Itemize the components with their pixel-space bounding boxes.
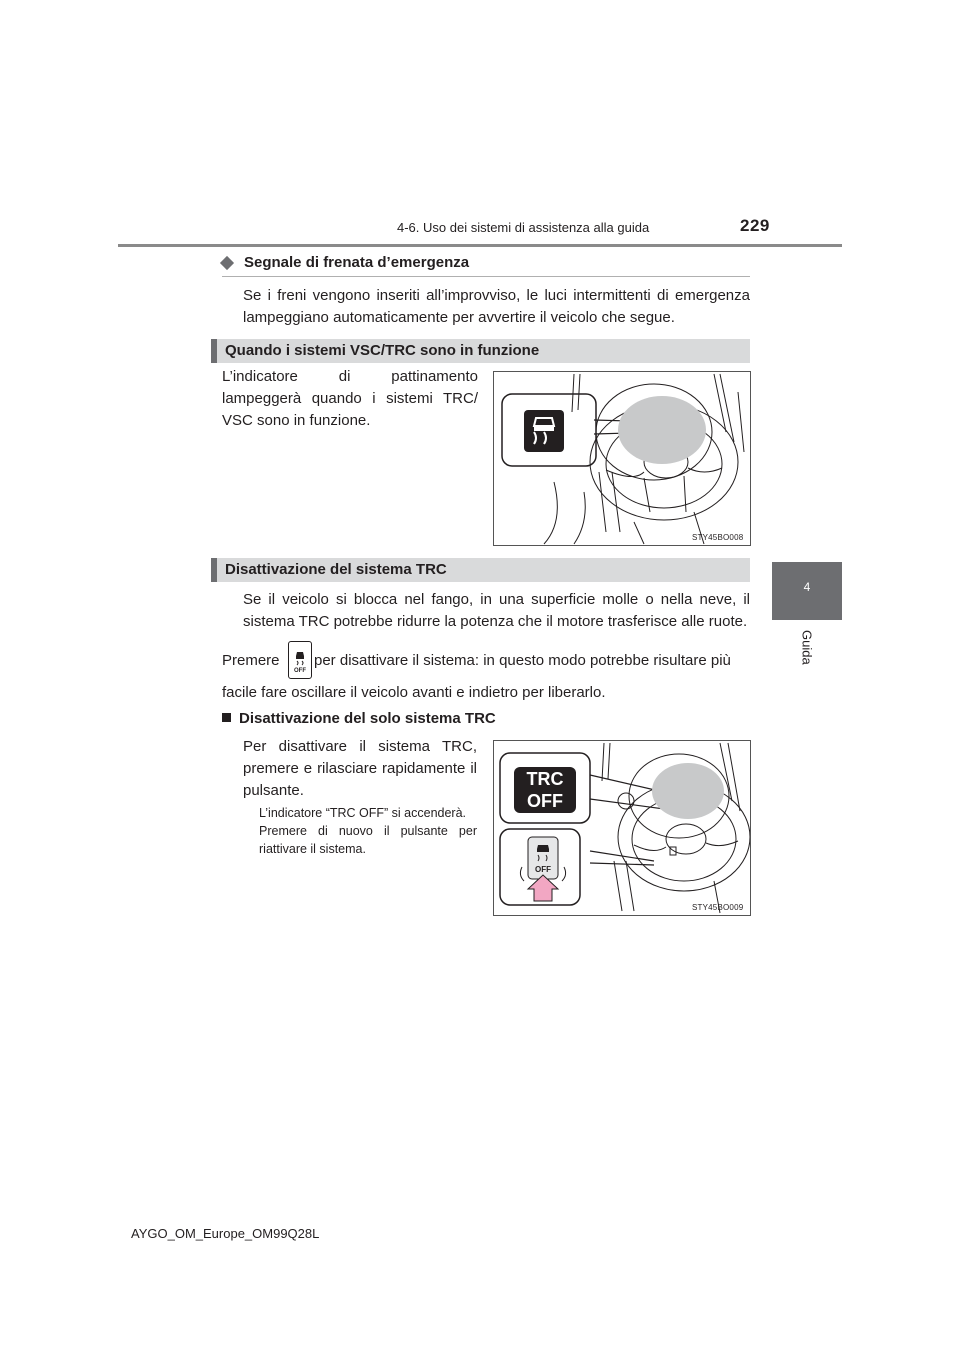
figure-trc-off — [493, 740, 751, 916]
header-section-title: 4-6. Uso dei sistemi di assistenza alla guida — [397, 220, 650, 235]
footer-doc-id: AYGO_OM_Europe_OM99Q28L — [131, 1226, 320, 1241]
trc-indicator-line1: TRC — [526, 769, 564, 789]
vsc-trc-text: L’indicatore di pattinamento lampeggerà quando i sistemi TRC/ VSC sono in funzione. — [222, 368, 478, 429]
figure-slip-indicator — [493, 371, 751, 546]
button-off-label: OFF — [294, 668, 306, 674]
chapter-label — [780, 630, 834, 690]
note-indicator: L’indicatore “TRC OFF” si accenderà. — [259, 806, 467, 820]
trc-indicator-line2: OFF — [527, 791, 563, 811]
section-bar-vsc-trc — [211, 339, 750, 363]
emergency-brake-heading — [222, 254, 750, 277]
press-text: Premere — [222, 652, 280, 669]
trc-off-illustration — [494, 741, 750, 915]
slip-off-icon — [289, 642, 311, 678]
note-reactivate: Premere di nuovo il pulsante per riattivare il sistema. — [259, 824, 477, 856]
trc-button-off-label: OFF — [535, 865, 551, 874]
chapter-tab — [772, 562, 842, 620]
emergency-brake-heading-text: Segnale di frenata d’emergenza — [244, 254, 470, 271]
header-divider — [118, 244, 842, 247]
chapter-label-text: Guida — [799, 630, 815, 665]
figure-code: STY45BO008 — [692, 533, 744, 542]
chapter-number: 4 — [803, 580, 811, 594]
emergency-brake-text: Se i freni vengono inseriti all’improvviso, le luci intermittenti di emergenza lampeggiano automaticamente per avvertire il veicolo che segue. — [243, 287, 750, 326]
trc-only-text: Per disattivare il sistema TRC, premere e rilasciare rapidamente il pulsante. — [243, 738, 477, 799]
trc-only-heading — [222, 710, 496, 727]
trc-off-text-end: facile fare oscillare il veicolo avanti e indietro per liberarlo. — [222, 684, 606, 701]
trc-off-text: Se il veicolo si blocca nel fango, in una superficie molle o nella neve, il sistema TRC potrebbe ridurre la potenza che il motore trasferisce alle ruote. — [243, 591, 750, 630]
trc-only-heading-text: Disattivazione del solo sistema TRC — [239, 710, 496, 727]
dashboard-illustration — [494, 372, 750, 545]
square-bullet-icon — [222, 713, 231, 722]
section-bar-trc-off — [211, 558, 750, 582]
press-button-line — [222, 648, 750, 678]
trc-only-notes — [259, 804, 477, 858]
figure-code-trc: STY45BO009 — [692, 903, 744, 912]
diamond-bullet-icon — [220, 256, 234, 270]
press-text-continued: per disattivare il sistema: in questo modo potrebbe risultare più — [314, 652, 731, 669]
section-heading-vsc-trc: Quando i sistemi VSC/TRC sono in funzione — [225, 342, 540, 359]
section-heading-trc-off: Disattivazione del sistema TRC — [225, 561, 447, 578]
trc-off-button-icon — [288, 641, 312, 679]
page-number: 229 — [740, 216, 770, 235]
